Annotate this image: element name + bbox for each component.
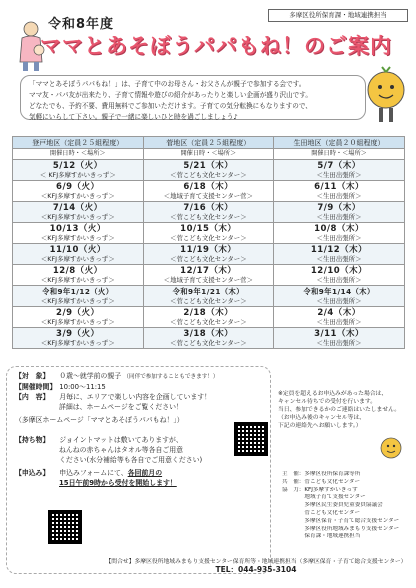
schedule-cell bbox=[13, 286, 144, 307]
org-line: 主 催：多摩区役所保育課等所 bbox=[282, 471, 361, 477]
session-place: ＜KFJ多摩すかいきっず＞ bbox=[40, 318, 115, 326]
target-note: （同伴で参加することもできます！） bbox=[123, 374, 219, 380]
session-date: 2/9（火） bbox=[56, 308, 100, 318]
org-line: 多摩区保育・子育て総合支援センター bbox=[282, 517, 400, 524]
schedule-cell bbox=[13, 244, 144, 265]
content-value: 月毎に、エリアで楽しい内容を企画しています！ bbox=[59, 393, 212, 401]
schedule-cell bbox=[274, 202, 405, 223]
org-line: 地域子育て支援センター bbox=[282, 494, 366, 501]
schedule-cell bbox=[274, 223, 405, 244]
session-place: ＜菅こども文化センター＞ bbox=[170, 213, 247, 221]
schedule-row bbox=[13, 181, 405, 202]
target-label: 【対 象】 bbox=[15, 372, 50, 380]
page-title: ママとあそぼうパパもね！のご案内 bbox=[40, 34, 392, 58]
schedule-cell bbox=[274, 328, 405, 349]
session-date: 7/9（木） bbox=[317, 203, 361, 213]
session-place: ＜生田出張所＞ bbox=[316, 276, 362, 284]
schedule-cell bbox=[274, 265, 405, 286]
apply-row bbox=[15, 468, 262, 478]
time-value: 10:00～11:15 bbox=[59, 383, 106, 391]
qr-code-homepage[interactable] bbox=[234, 422, 268, 456]
org-line: 保育課・地域連携担当 bbox=[282, 533, 361, 540]
schedule-cell bbox=[13, 223, 144, 244]
schedule-cell bbox=[143, 160, 274, 181]
schedule-cell bbox=[143, 244, 274, 265]
schedule-cell bbox=[143, 265, 274, 286]
session-place: ＜KFJ多摩すかいきっず＞ bbox=[40, 213, 115, 221]
note-line: （お申込み後のキャンセル等は、 bbox=[278, 415, 365, 421]
schedule-cell bbox=[274, 286, 405, 307]
homepage-link[interactable]: （多摩区ホームページ「ママとあそぼうパパもね！」） bbox=[15, 416, 184, 424]
session-date: 6/18（木） bbox=[183, 182, 234, 192]
column-header-noborito: 登戸地区（定員２５組程度） bbox=[13, 137, 144, 149]
contact-tel: TEL：044-935-3104 bbox=[215, 565, 297, 574]
org-line: 多摩区役所地域みまもり支援センター bbox=[282, 525, 400, 532]
schedule-cell bbox=[13, 307, 144, 328]
apply-value: 申込みフォームにて、 bbox=[59, 469, 128, 477]
schedule-row bbox=[13, 160, 405, 181]
note-line: 下記の連絡先へお願いします。） bbox=[278, 423, 362, 429]
session-date: 7/16（木） bbox=[183, 203, 234, 213]
session-place: ＜菅こども文化センター＞ bbox=[170, 255, 247, 263]
session-date: 12/10（木） bbox=[310, 266, 368, 276]
qr-code-application[interactable] bbox=[48, 510, 82, 544]
session-date: 2/4（木） bbox=[317, 308, 361, 318]
intro-line: ママ友・パパ友が出来たり、子育て情報や遊びの紹介があったりと楽しい企画が盛り沢山です。 bbox=[29, 91, 312, 99]
org-line: 菅こども文化センター bbox=[282, 509, 361, 516]
session-date: 10/8（木） bbox=[314, 224, 364, 234]
session-place: ＜生田出張所＞ bbox=[316, 234, 362, 242]
schedule-cell bbox=[274, 244, 405, 265]
contact-line: 【問合せ】多摩区役所地域みまもり支援センター保育所等・地域連携担当（多摩区保育・子育て総合支援センター） bbox=[105, 559, 407, 565]
small-mascot-icon bbox=[378, 434, 404, 460]
session-date: 5/21（木） bbox=[183, 161, 234, 171]
session-date: 10/13（火） bbox=[49, 224, 106, 234]
session-place: ＜菅こども文化センター＞ bbox=[170, 234, 247, 242]
session-place: ＜KFJ多摩すかいきっず＞ bbox=[40, 297, 115, 305]
session-date: 令和9年1/21（木） bbox=[172, 287, 244, 296]
schedule-row bbox=[13, 286, 405, 307]
department-label: 多摩区役所保育課・地域連携担当 bbox=[268, 9, 408, 22]
schedule-cell bbox=[13, 265, 144, 286]
content-row-2: 詳細は、ホームページをご覧ください！ bbox=[59, 403, 183, 411]
session-place: ＜KFJ多摩すかいきっず＞ bbox=[40, 276, 115, 284]
schedule-row bbox=[13, 202, 405, 223]
note-line: ※定員を超えるお申込みがあった場合は、 bbox=[278, 391, 388, 397]
session-date: 3/9（火） bbox=[56, 329, 100, 339]
fiscal-year: 令和8年度 bbox=[48, 17, 115, 32]
bring-row bbox=[15, 435, 262, 445]
schedule-cell bbox=[274, 307, 405, 328]
content-row bbox=[15, 392, 262, 402]
schedule-body bbox=[13, 160, 405, 349]
session-date: 3/11（木） bbox=[314, 329, 364, 339]
note-line: キャンセル待ちでの受付を行います。 bbox=[278, 399, 377, 405]
apply-label: 【申込み】 bbox=[15, 469, 50, 477]
bring-row-2: ねんねの赤ちゃんはタオル等各自ご用意 bbox=[59, 446, 184, 454]
target-value: ０歳～就学前の親子 bbox=[59, 372, 122, 380]
session-place: ＜ KFJ多摩すかいきっず＞ bbox=[39, 171, 116, 179]
session-date: 11/12（木） bbox=[310, 245, 368, 255]
session-place: ＜生田出張所＞ bbox=[316, 171, 362, 179]
intro-line: 気軽にいらして下さい。親子で一緒に楽しいひと時を過ごしましょう♪ bbox=[29, 113, 238, 121]
bring-value: ジョイントマットは敷いてありますが、 bbox=[59, 436, 183, 444]
organizer-list bbox=[282, 471, 412, 541]
target-row bbox=[15, 371, 262, 382]
schedule-row bbox=[13, 328, 405, 349]
session-date: 5/7（木） bbox=[317, 161, 361, 171]
apply-period: 各回前月の bbox=[127, 469, 163, 477]
content-label: 【内 容】 bbox=[15, 393, 50, 401]
session-place: ＜KFJ多摩すかいきっず＞ bbox=[40, 255, 115, 263]
contact-footer bbox=[100, 558, 412, 574]
session-date: 12/17（木） bbox=[180, 266, 237, 276]
session-place: ＜地域子育て支援センター菅＞ bbox=[163, 192, 253, 200]
schedule-row bbox=[13, 307, 405, 328]
column-header-ikuta: 生田地区（定員２０組程度） bbox=[274, 137, 405, 149]
schedule-cell bbox=[143, 286, 274, 307]
org-line: 協 力：KFJ多摩すかいきっず bbox=[282, 486, 358, 493]
session-date: 2/18（木） bbox=[183, 308, 234, 318]
schedule-cell bbox=[143, 181, 274, 202]
schedule-cell bbox=[13, 202, 144, 223]
time-label: 【開催時間】 bbox=[15, 383, 57, 391]
note-line: 当日、参加できるかのご連絡はいたしません。 bbox=[278, 407, 401, 413]
session-place: ＜生田出張所＞ bbox=[316, 192, 362, 200]
session-place: ＜菅こども文化センター＞ bbox=[170, 171, 247, 179]
session-date: 令和9年1/12（火） bbox=[42, 287, 114, 296]
intro-line: どなたでも、予約不要、費用無料でご参加いただけます。子育ての気分転換にもなりますので、 bbox=[29, 102, 312, 110]
session-place: ＜KFJ多摩すかいきっず＞ bbox=[40, 339, 115, 347]
bring-label: 【持ち物】 bbox=[15, 436, 50, 444]
session-date: 6/9（火） bbox=[56, 182, 100, 192]
schedule-cell bbox=[143, 223, 274, 244]
subheader-cell: 開催日時・＜場所＞ bbox=[13, 149, 144, 160]
session-date: 6/11（木） bbox=[314, 182, 364, 192]
session-date: 令和9年1/14（木） bbox=[303, 287, 375, 296]
session-place: ＜KFJ多摩すかいきっず＞ bbox=[40, 192, 115, 200]
column-header-suge: 菅地区（定員２５組程度） bbox=[143, 137, 274, 149]
details-box bbox=[6, 366, 271, 574]
session-place: ＜地域子育て支援センター菅＞ bbox=[163, 276, 253, 284]
mascot-icon bbox=[364, 66, 408, 128]
schedule-cell bbox=[274, 181, 405, 202]
org-line: 多摩区民生委員児童委員協議会 bbox=[282, 502, 383, 509]
schedule-cell bbox=[143, 202, 274, 223]
bring-row-3: ください(水分補給等も各自でご用意ください) bbox=[59, 456, 203, 464]
session-place: ＜生田出張所＞ bbox=[316, 213, 362, 221]
schedule-cell bbox=[13, 160, 144, 181]
session-place: ＜生田出張所＞ bbox=[316, 297, 362, 305]
session-date: 7/14（火） bbox=[52, 203, 103, 213]
session-date: 10/15（木） bbox=[180, 224, 237, 234]
session-place: ＜KFJ多摩すかいきっず＞ bbox=[40, 234, 115, 242]
apply-row-2: 15日午前9時から受付を開始します！ bbox=[59, 479, 177, 487]
cancellation-notes bbox=[278, 390, 410, 430]
schedule-row bbox=[13, 265, 405, 286]
schedule-cell bbox=[274, 160, 405, 181]
schedule-cell bbox=[13, 181, 144, 202]
schedule-cell bbox=[13, 328, 144, 349]
subheader-cell: 開催日時・＜場所＞ bbox=[143, 149, 274, 160]
session-place: ＜菅こども文化センター＞ bbox=[170, 297, 247, 305]
schedule-cell bbox=[143, 307, 274, 328]
session-place: ＜菅こども文化センター＞ bbox=[170, 318, 247, 326]
session-place: ＜生田出張所＞ bbox=[316, 318, 362, 326]
session-place: ＜生田出張所＞ bbox=[316, 255, 362, 263]
session-date: 11/10（火） bbox=[49, 245, 106, 255]
schedule-table bbox=[12, 136, 405, 349]
session-place: ＜菅こども文化センター＞ bbox=[170, 339, 247, 347]
session-date: 11/19（木） bbox=[180, 245, 237, 255]
org-line: 共 催：菅こども文化センター bbox=[282, 478, 361, 485]
schedule-row bbox=[13, 223, 405, 244]
session-date: 3/18（木） bbox=[183, 329, 234, 339]
subheader-cell: 開催日時・＜場所＞ bbox=[274, 149, 405, 160]
session-date: 5/12（火） bbox=[52, 161, 103, 171]
schedule-row bbox=[13, 244, 405, 265]
session-place: ＜生田出張所＞ bbox=[316, 339, 362, 347]
time-row bbox=[15, 382, 262, 392]
intro-bubble bbox=[20, 75, 366, 120]
intro-line: 「ママとあそぼうパパもね！」は、子育て中のお母さん・お父さんが親子で参加する会です。 bbox=[29, 80, 306, 88]
session-date: 12/8（火） bbox=[52, 266, 103, 276]
schedule-cell bbox=[143, 328, 274, 349]
